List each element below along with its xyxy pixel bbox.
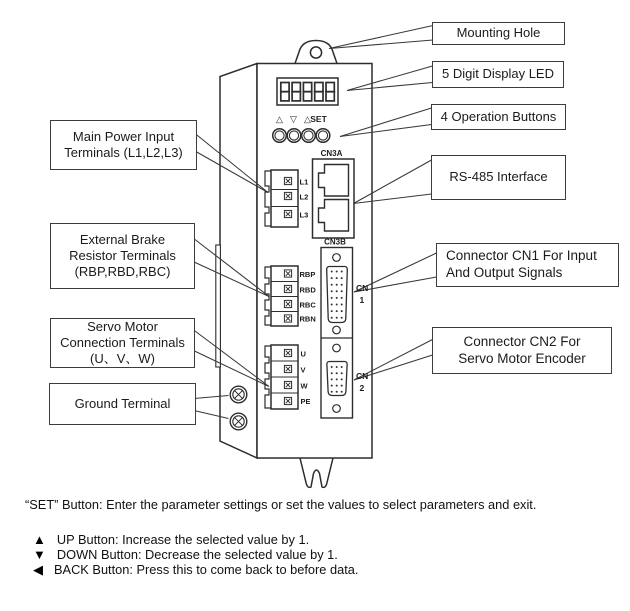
mounting-hole-icon — [310, 47, 321, 58]
down-button-description: DOWN Button: Decrease the selected value by 1. — [56, 547, 338, 562]
callout-servo-motor-terminals — [50, 318, 195, 368]
terminal-label-rbp: RBP — [299, 270, 316, 279]
back-filled-triangle-icon: ◀ — [33, 562, 43, 577]
callout-line: (RBP,RBD,RBC) — [74, 264, 171, 280]
terminal-label-rbd: RBD — [299, 285, 316, 295]
terminal-label-rbc: RBC — [299, 300, 316, 310]
callout-cn1-connector — [436, 243, 619, 287]
down-triangle-icon: ▽ — [290, 114, 297, 124]
back-button-legend — [33, 562, 358, 577]
terminal-label-l1: L1 — [299, 177, 309, 187]
set-label: SET — [310, 114, 327, 124]
terminal-label-v: V — [300, 365, 306, 375]
callout-line: External Brake — [79, 231, 166, 247]
set-button-description: “SET” Button: Enter the parameter settings or set the values to select parameters and exit. — [25, 497, 537, 512]
callout-line: Connector CN1 For Input — [446, 248, 597, 264]
callout-line: Resistor Terminals — [69, 247, 176, 263]
cn3a-label: CN3A — [320, 149, 343, 158]
up-button-description: UP Button: Increase the selected value by 1. — [56, 532, 310, 547]
cn1-label: CN — [356, 283, 369, 293]
callout-operation-buttons — [431, 104, 566, 130]
callout-main-power-terminals — [50, 120, 197, 170]
terminal-label-rbn: RBN — [299, 314, 316, 324]
callout-line: 5 Digit Display LED — [442, 66, 554, 82]
callout-line: And Output Signals — [446, 265, 563, 280]
cn3b-label: CN3B — [324, 237, 346, 247]
callout-display-led — [432, 61, 564, 88]
callout-line: RS-485 Interface — [449, 169, 548, 185]
terminal-label-w: W — [300, 381, 308, 391]
callout-line: Connection Terminals — [60, 334, 185, 350]
bottom-tab — [300, 458, 333, 487]
down-button-legend — [33, 547, 338, 562]
led-display — [277, 78, 338, 105]
mounting-tab — [295, 41, 337, 64]
back-triangle-icon: △ — [304, 114, 311, 124]
callout-line: Connector CN2 For — [463, 333, 581, 349]
up-button-legend — [33, 532, 309, 547]
callout-line: 4 Operation Buttons — [440, 108, 557, 124]
callout-cn2-connector — [432, 327, 612, 374]
device-side-panel — [220, 64, 257, 459]
callout-mounting-hole — [432, 22, 565, 45]
callout-line: Servo Motor Encoder — [458, 350, 586, 366]
terminal-label-u: U — [300, 349, 306, 359]
cn2-label: CN — [356, 371, 369, 381]
callout-line: Servo Motor — [87, 318, 158, 334]
callout-line: (U、V、W) — [90, 351, 155, 367]
callout-line: Ground Terminal — [74, 395, 171, 411]
terminal-label-l2: L2 — [299, 192, 309, 202]
cn1-number: 1 — [359, 295, 365, 305]
terminal-label-l3: L3 — [299, 210, 309, 220]
down-filled-triangle-icon: ▼ — [33, 547, 46, 562]
callout-brake-resistor-terminals — [50, 223, 195, 289]
callout-line: Mounting Hole — [456, 25, 541, 41]
up-triangle-icon: △ — [276, 114, 283, 124]
callout-line: Main Power Input — [72, 128, 175, 144]
callout-rs485-interface — [431, 155, 566, 200]
back-button-description: BACK Button: Press this to come back to before data. — [54, 562, 359, 577]
cn2-number: 2 — [359, 383, 365, 393]
callout-line: Terminals (L1,L2,L3) — [64, 145, 183, 160]
callout-ground-terminal — [49, 383, 196, 425]
terminal-label-pe: PE — [300, 397, 311, 406]
up-filled-triangle-icon: ▲ — [33, 532, 46, 547]
